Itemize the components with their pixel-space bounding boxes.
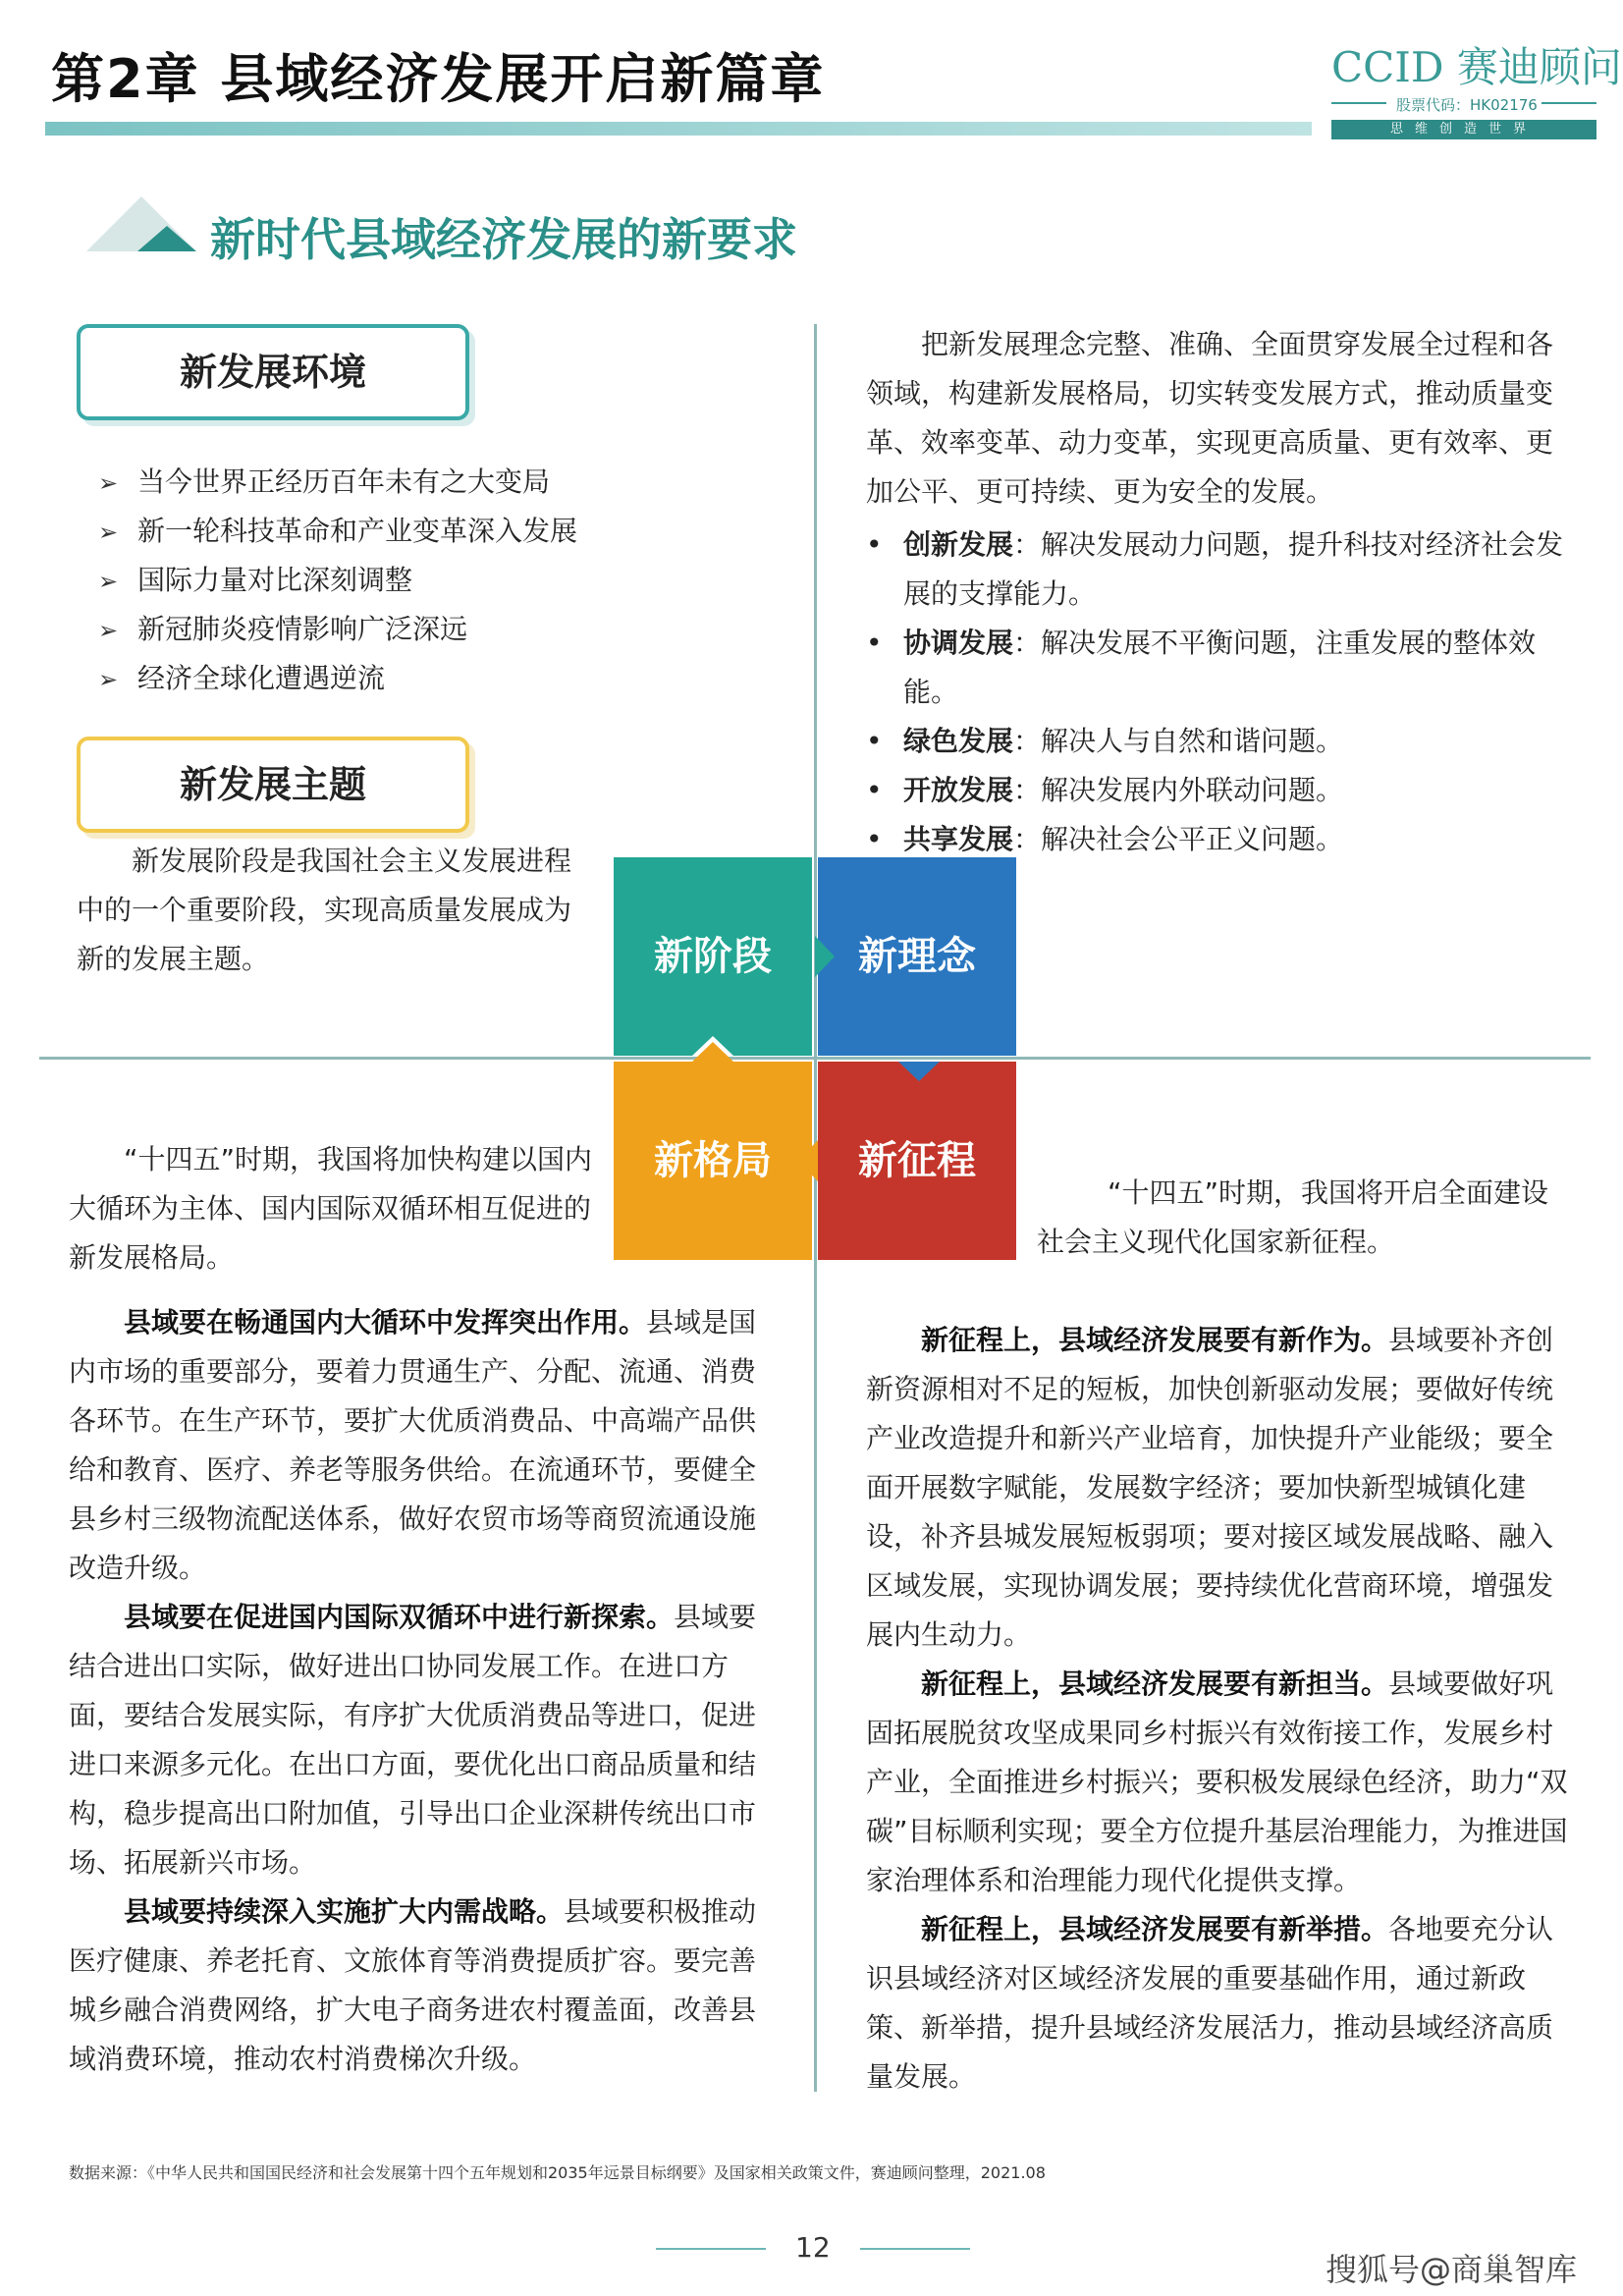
env-item: 经济全球化遭遇逆流 bbox=[137, 662, 386, 694]
paragraph-lead: 新征程上，县域经济发展要有新担当。 bbox=[921, 1667, 1389, 1700]
env-item: 新一轮科技革命和产业变革深入发展 bbox=[137, 515, 578, 547]
list-item bbox=[98, 654, 648, 703]
logo-stock-code: 股票代码：HK02176 bbox=[1396, 96, 1538, 114]
journey-text: “十四五”时期，我国将开启全面建设社会主义现代化国家新征程。 bbox=[1037, 1176, 1549, 1258]
left-paragraphs bbox=[69, 1298, 764, 2084]
theme-tag: 新发展主题 bbox=[77, 737, 469, 833]
quadrant-new-concept: 新理念 bbox=[818, 857, 1016, 1056]
paragraph-body: 县域要补齐创新资源相对不足的短板，加快创新驱动发展；要做好传统产业改造提升和新兴产业培育，加快提升产业能级；要全面开展数字赋能，发展数字经济；要加快新型城镇化建设，补齐县城发展短板弱项；要对接区域发展战略、融入区域发展，实现协调发展；要持续优化营商环境，增强发展内生动力。 bbox=[866, 1324, 1554, 1651]
concept-term: 共享发展 bbox=[903, 823, 1014, 855]
quadrant-new-journey: 新征程 bbox=[818, 1062, 1016, 1260]
section-triangle-icon bbox=[86, 196, 196, 251]
watermark: 搜狐号@商巢智库 bbox=[1325, 2251, 1578, 2288]
quadrant-new-pattern: 新格局 bbox=[614, 1062, 812, 1260]
quadrant-new-stage: 新阶段 bbox=[614, 857, 812, 1056]
list-item bbox=[866, 766, 1573, 815]
ccid-logo bbox=[1331, 35, 1622, 137]
logo-text: CCID 赛迪顾问 bbox=[1331, 43, 1622, 91]
list-item bbox=[866, 619, 1573, 717]
right-paragraph bbox=[866, 1316, 1575, 1660]
left-paragraph bbox=[69, 1298, 764, 1593]
page-number-line-left bbox=[656, 2248, 766, 2250]
arrow-bullet-icon: ➢ bbox=[98, 469, 119, 497]
concept-desc: ：解决发展内外联动问题。 bbox=[1013, 774, 1344, 806]
paragraph-body: 县域要积极推动医疗健康、养老托育、文旅体育等消费提质扩容。要完善城乡融合消费网络，扩大电子商务进农村覆盖面，改善县域消费环境，推动农村消费梯次升级。 bbox=[69, 1895, 757, 2075]
list-item bbox=[866, 520, 1573, 619]
env-item: 新冠肺炎疫情影响广泛深远 bbox=[137, 613, 468, 645]
arrow-bullet-icon: ➢ bbox=[98, 519, 119, 546]
concept-term: 协调发展 bbox=[903, 627, 1014, 659]
quadrant-notch-icons bbox=[614, 857, 1016, 1260]
concept-list bbox=[866, 520, 1573, 864]
paragraph-body: 县域要做好巩固拓展脱贫攻坚成果同乡村振兴有效衔接工作，发展乡村产业，全面推进乡村振兴；要积极发展绿色经济，助力“双碳”目标顺利实现；要全方位提升基层治理能力，为推进国家治理体系和治理能力现代化提供支撑。 bbox=[866, 1667, 1568, 1896]
arrow-bullet-icon: ➢ bbox=[98, 666, 119, 693]
env-list bbox=[98, 458, 648, 703]
list-item bbox=[98, 507, 648, 556]
arrow-bullet-icon: ➢ bbox=[98, 568, 119, 595]
chapter-title: 第2章 县域经济发展开启新篇章 bbox=[51, 48, 826, 110]
concept-desc: ：解决发展动力问题，提升科技对经济社会发展的支撑能力。 bbox=[903, 528, 1564, 610]
paragraph-lead: 县域要在畅通国内大循环中发挥突出作用。 bbox=[124, 1306, 647, 1339]
arrow-bullet-icon: ➢ bbox=[98, 617, 119, 644]
concept-term: 绿色发展 bbox=[903, 725, 1014, 757]
paragraph-lead: 县域要持续深入实施扩大内需战略。 bbox=[124, 1895, 565, 1928]
right-paragraphs bbox=[866, 1316, 1575, 2102]
right-paragraph bbox=[866, 1660, 1575, 1905]
env-item: 国际力量对比深刻调整 bbox=[137, 564, 413, 596]
logo-divider-right bbox=[1542, 102, 1596, 104]
logo-slogan: 思维创造世界 bbox=[1331, 120, 1596, 139]
left-paragraph bbox=[69, 1887, 764, 2084]
logo-divider-left bbox=[1331, 102, 1386, 104]
list-item bbox=[98, 605, 648, 654]
concept-term: 开放发展 bbox=[903, 774, 1014, 806]
theme-text: 新发展阶段是我国社会主义发展进程中的一个重要阶段，实现高质量发展成为新的发展主题。 bbox=[77, 845, 572, 975]
left-paragraph bbox=[69, 1593, 764, 1887]
paragraph-body: 县域要结合进出口实际，做好进出口协同发展工作。在进口方面，要结合发展实际，有序扩大优质消费品等进口，促进进口来源多元化。在出口方面，要优化出口商品质量和结构，稳步提高出口附加值，引导出口企业深耕传统出口市场、拓展新兴市场。 bbox=[69, 1601, 757, 1879]
concept-desc: ：解决人与自然和谐问题。 bbox=[1013, 725, 1344, 757]
paragraph-lead: 新征程上，县域经济发展要有新举措。 bbox=[921, 1913, 1389, 1945]
page-number: 12 bbox=[795, 2231, 831, 2264]
paragraph-lead: 县域要在促进国内国际双循环中进行新探索。 bbox=[124, 1601, 675, 1633]
concept-intro: 把新发展理念完整、准确、全面贯穿发展全过程和各领域，构建新发展格局，切实转变发展方式，推动质量变革、效率变革、动力变革，实现更高质量、更有效率、更加公平、更可持续、更为安全的发展。 bbox=[866, 328, 1554, 508]
right-paragraph bbox=[866, 1905, 1575, 2102]
concept-desc: ：解决社会公平正义问题。 bbox=[1013, 823, 1344, 855]
section-title: 新时代县域经济发展的新要求 bbox=[210, 213, 797, 266]
list-item bbox=[98, 458, 648, 507]
concept-desc: ：解决发展不平衡问题，注重发展的整体效能。 bbox=[903, 627, 1537, 708]
env-tag: 新发展环境 bbox=[77, 324, 469, 420]
data-source-note: 数据来源：《中华人民共和国国民经济和社会发展第十四个五年规划和2035年远景目标纲要》及国家相关政策文件，赛迪顾问整理，2021.08 bbox=[69, 2163, 1046, 2182]
list-item bbox=[866, 717, 1573, 766]
header-bar bbox=[45, 122, 1312, 136]
page-number-line-right bbox=[860, 2248, 970, 2250]
paragraph-body: 各地要充分认识县域经济对区域经济发展的重要基础作用，通过新政策、新举措，提升县域经济发展活力，推动县域经济高质量发展。 bbox=[866, 1913, 1554, 2093]
paragraph-body: 县域是国内市场的重要部分，要着力贯通生产、分配、流通、消费各环节。在生产环节，要扩大优质消费品、中高端产品供给和教育、医疗、养老等服务供给。在流通环节，要健全县乡村三级物流配送体系，做好农贸市场等商贸流通设施改造升级。 bbox=[69, 1306, 757, 1584]
pattern-text: “十四五”时期，我国将加快构建以国内大循环为主体、国内国际双循环相互促进的新发展格局。 bbox=[69, 1143, 593, 1274]
list-item bbox=[98, 556, 648, 605]
env-item: 当今世界正经历百年未有之大变局 bbox=[137, 465, 551, 498]
concept-term: 创新发展 bbox=[903, 528, 1014, 561]
paragraph-lead: 新征程上，县域经济发展要有新作为。 bbox=[921, 1324, 1389, 1356]
